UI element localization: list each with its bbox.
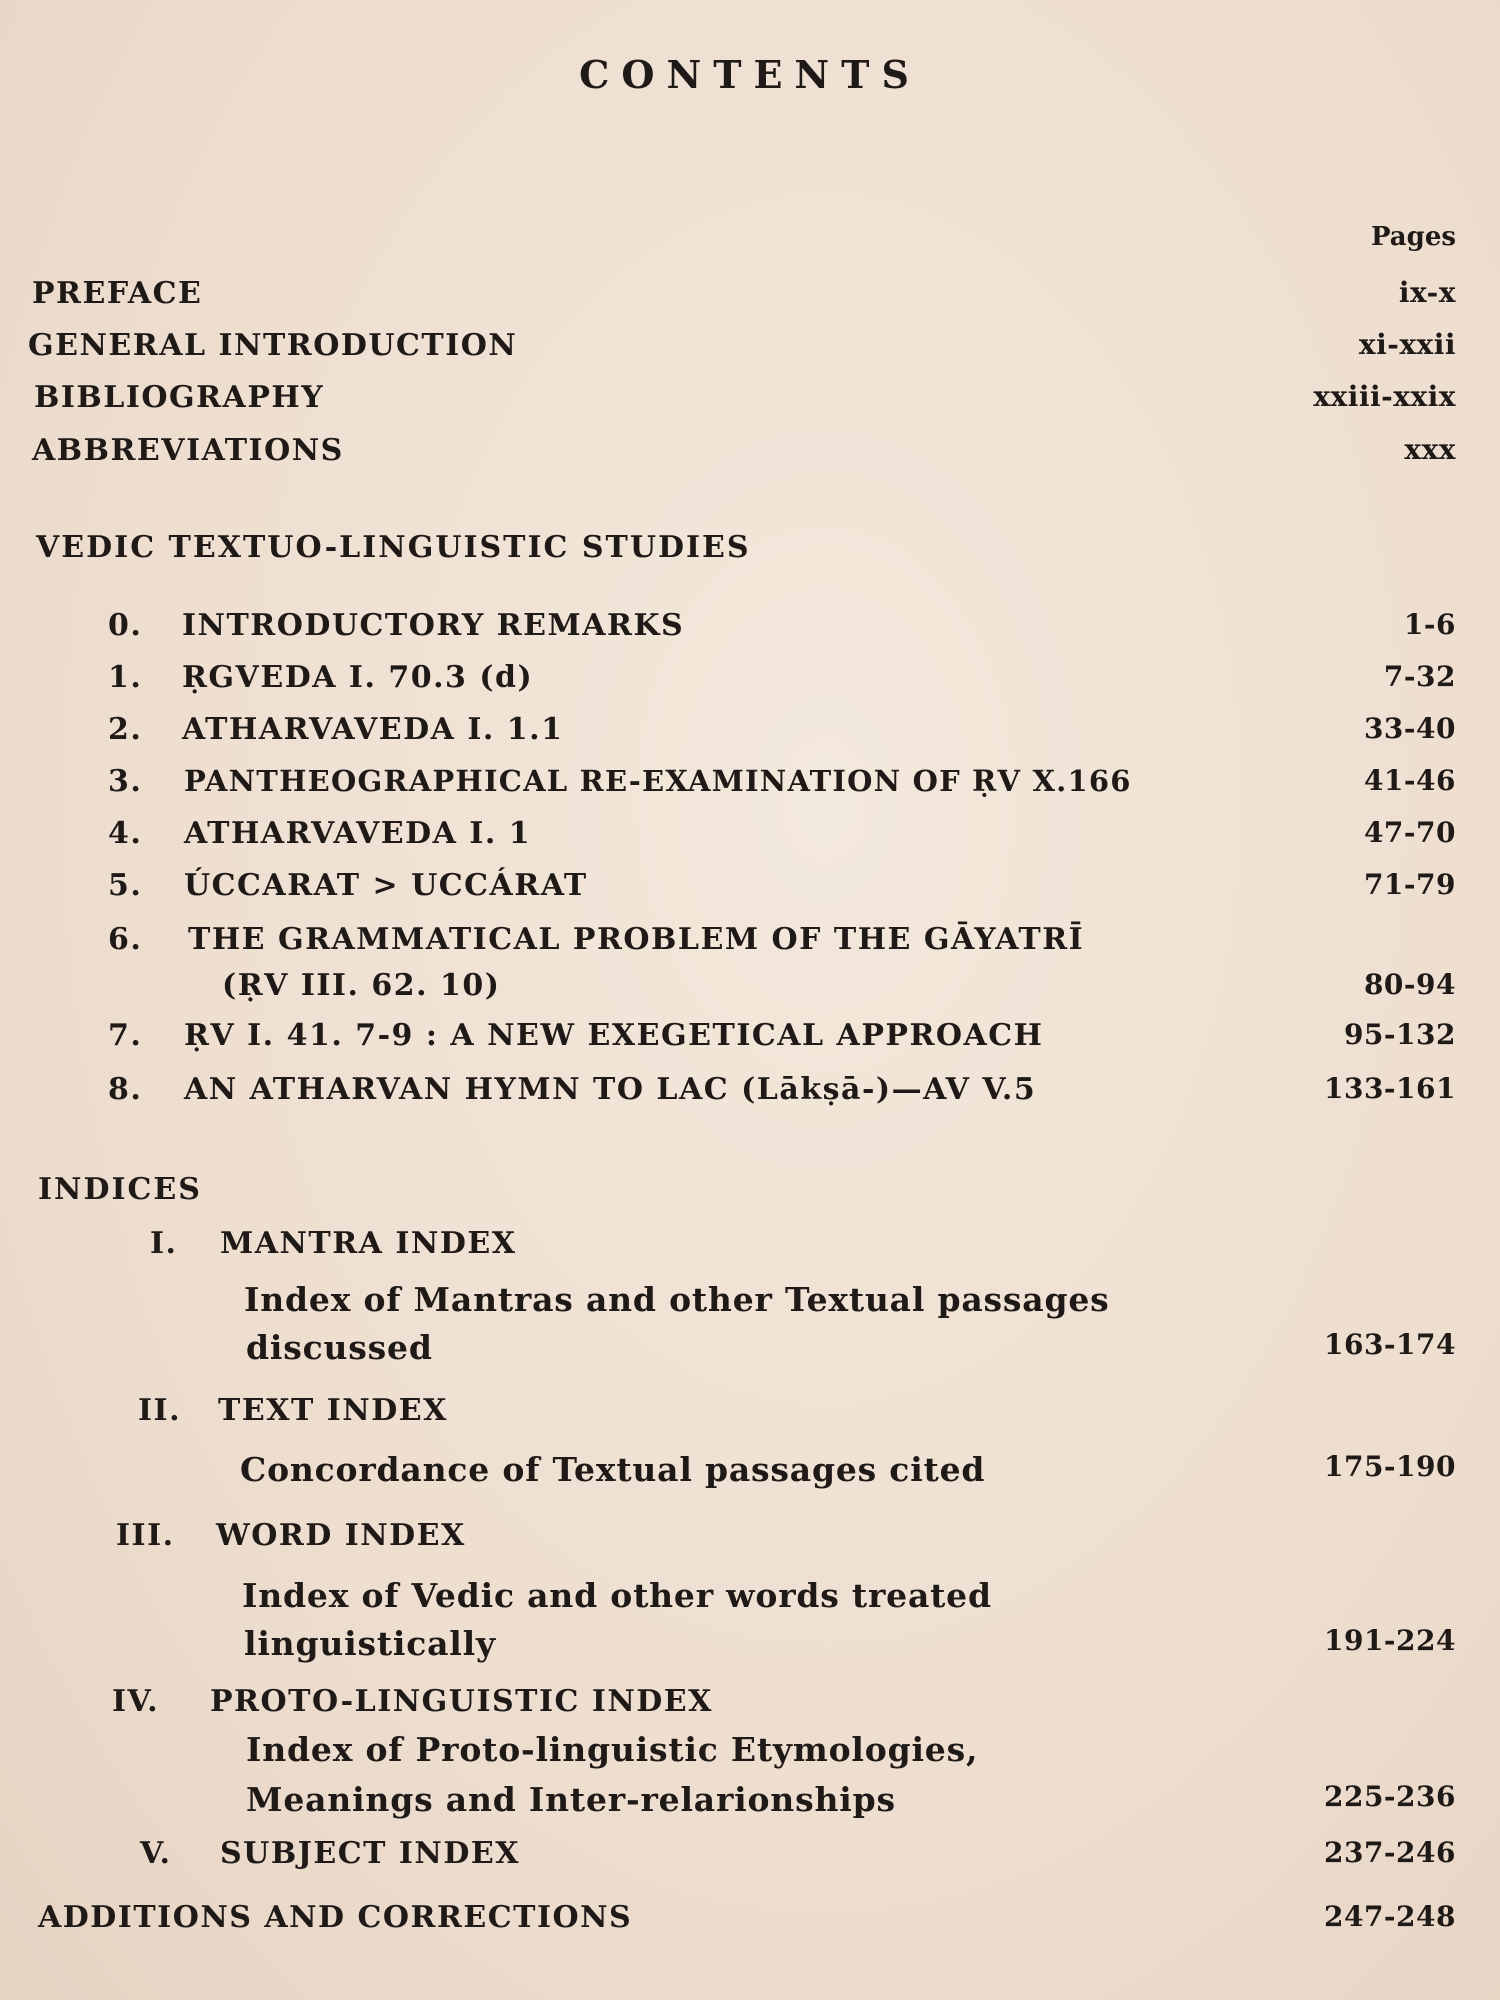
index-number: I. [150, 1226, 178, 1261]
index-description: Index of Mantras and other Textual passages [244, 1280, 1110, 1319]
entry-number: 4. [108, 816, 143, 851]
entry-title: INTRODUCTORY REMARKS [182, 608, 685, 643]
entry-pages: 1-6 [1403, 608, 1456, 641]
toc-entry-preface[interactable] [0, 276, 1500, 316]
toc-entry-chapter-7[interactable] [0, 1018, 1500, 1058]
toc-entry-chapter-6[interactable] [0, 922, 1500, 962]
toc-entry-chapter-2[interactable] [0, 712, 1500, 752]
toc-index-word-desc-2[interactable] [0, 1624, 1500, 1664]
toc-index-subject[interactable] [0, 1836, 1500, 1876]
entry-number: 6. [108, 922, 143, 957]
entry-title: ABBREVIATIONS [32, 433, 344, 468]
pages-column-heading: Pages [1370, 222, 1456, 252]
toc-entry-chapter-4[interactable] [0, 816, 1500, 856]
entry-pages: 33-40 [1363, 712, 1456, 745]
entry-pages: 71-79 [1363, 868, 1456, 901]
entry-title: ṚGVEDA I. 70.3 (d) [182, 660, 534, 695]
entry-title: THE GRAMMATICAL PROBLEM OF THE GĀYATRĪ [188, 922, 1085, 957]
entry-pages: 7-32 [1383, 660, 1456, 693]
index-description-continued: Meanings and Inter-relarionships [246, 1780, 896, 1819]
entry-title-continued: (ṚV III. 62. 10) [222, 968, 501, 1003]
entry-pages: 191-224 [1323, 1624, 1456, 1657]
entry-title: BIBLIOGRAPHY [34, 380, 325, 415]
entry-pages: 237-246 [1323, 1836, 1456, 1869]
toc-index-text[interactable] [0, 1393, 1500, 1433]
entry-title: ÚCCARAT > UCCÁRAT [184, 868, 588, 903]
index-title: PROTO-LINGUISTIC INDEX [210, 1684, 713, 1719]
entry-title: ADDITIONS AND CORRECTIONS [38, 1900, 633, 1935]
toc-entry-bibliography[interactable] [0, 380, 1500, 420]
toc-index-mantra[interactable] [0, 1226, 1500, 1266]
toc-index-text-desc[interactable] [0, 1450, 1500, 1490]
index-description: Concordance of Textual passages cited [240, 1450, 986, 1489]
index-number: III. [116, 1518, 175, 1553]
index-number: IV. [112, 1684, 160, 1719]
entry-pages: xi-xxii [1358, 328, 1456, 361]
entry-pages: 95-132 [1343, 1018, 1456, 1051]
entry-pages: xxx [1404, 433, 1456, 466]
toc-entry-chapter-0[interactable] [0, 608, 1500, 648]
index-title: MANTRA INDEX [220, 1226, 517, 1261]
entry-pages: 80-94 [1363, 968, 1456, 1001]
section-heading-vedic: VEDIC TEXTUO-LINGUISTIC STUDIES [36, 530, 751, 565]
index-number: V. [140, 1836, 172, 1871]
entry-pages: 247-248 [1323, 1900, 1456, 1933]
toc-entry-chapter-8[interactable] [0, 1072, 1500, 1112]
entry-title: ṚV I. 41. 7-9 : A NEW EXEGETICAL APPROACH [184, 1018, 1044, 1053]
toc-entry-chapter-5[interactable] [0, 868, 1500, 908]
entry-number: 2. [108, 712, 143, 747]
entry-number: 1. [108, 660, 143, 695]
entry-title: ATHARVAVEDA I. 1.1 [182, 712, 564, 747]
index-number: II. [138, 1393, 182, 1428]
toc-index-proto[interactable] [0, 1684, 1500, 1724]
entry-number: 0. [108, 608, 143, 643]
entry-pages: 175-190 [1323, 1450, 1456, 1483]
index-description-continued: discussed [246, 1328, 433, 1367]
index-description: Index of Vedic and other words treated [242, 1576, 992, 1615]
toc-index-word-desc[interactable] [0, 1576, 1500, 1616]
toc-entry-chapter-1[interactable] [0, 660, 1500, 700]
entry-pages: 163-174 [1323, 1328, 1456, 1361]
entry-number: 8. [108, 1072, 143, 1107]
index-description-continued: linguistically [244, 1624, 496, 1663]
toc-entry-chapter-3[interactable] [0, 764, 1500, 804]
entry-number: 3. [108, 764, 143, 799]
entry-title: PREFACE [32, 276, 203, 311]
entry-pages: ix-x [1398, 276, 1456, 309]
section-heading-indices: INDICES [38, 1172, 202, 1207]
entry-pages: 225-236 [1323, 1780, 1456, 1813]
entry-pages: 133-161 [1323, 1072, 1456, 1105]
toc-entry-general-introduction[interactable] [0, 328, 1500, 368]
page-title: CONTENTS [579, 52, 921, 97]
toc-index-proto-desc-2[interactable] [0, 1780, 1500, 1820]
entry-number: 7. [108, 1018, 143, 1053]
entry-pages: 41-46 [1363, 764, 1456, 797]
toc-index-mantra-desc[interactable] [0, 1280, 1500, 1320]
entry-title: PANTHEOGRAPHICAL RE-EXAMINATION OF ṚV X.166 [184, 764, 1132, 798]
index-title: SUBJECT INDEX [220, 1836, 521, 1871]
entry-pages: 47-70 [1363, 816, 1456, 849]
entry-title: ATHARVAVEDA I. 1 [184, 816, 532, 851]
index-title: WORD INDEX [216, 1518, 466, 1553]
entry-title: AN ATHARVAN HYMN TO LAC (Lākṣā-)—AV V.5 [184, 1072, 1037, 1107]
entry-title: GENERAL INTRODUCTION [28, 328, 518, 363]
index-title: TEXT INDEX [218, 1393, 448, 1428]
toc-entry-chapter-6-continued[interactable] [0, 968, 1500, 1008]
entry-number: 5. [108, 868, 143, 903]
toc-entry-abbreviations[interactable] [0, 433, 1500, 473]
toc-index-mantra-desc-2[interactable] [0, 1328, 1500, 1368]
toc-index-word[interactable] [0, 1518, 1500, 1558]
toc-index-proto-desc[interactable] [0, 1730, 1500, 1770]
entry-pages: xxiii-xxix [1313, 380, 1456, 413]
toc-entry-additions[interactable] [0, 1900, 1500, 1940]
index-description: Index of Proto-linguistic Etymologies, [246, 1730, 979, 1769]
